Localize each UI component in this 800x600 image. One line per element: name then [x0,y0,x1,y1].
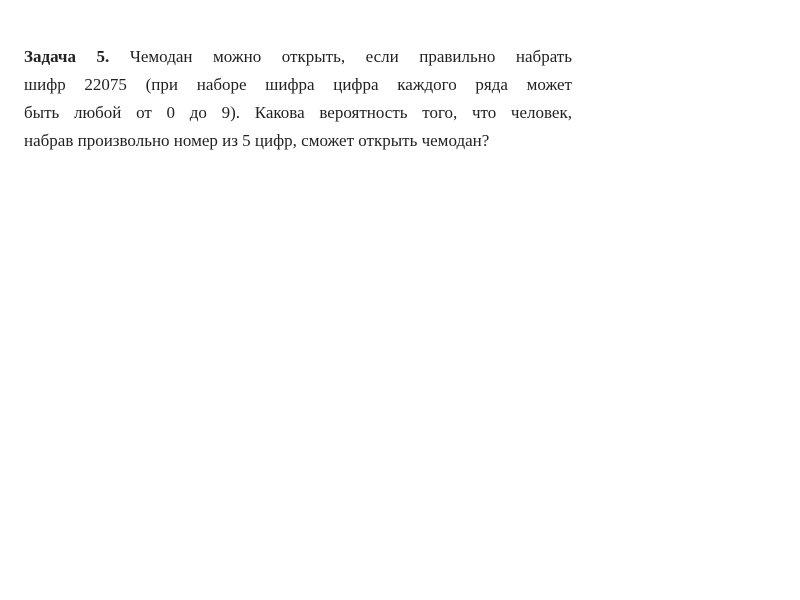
problem-line-1 [24,43,572,71]
problem-line-4: набрав произвольно номер из 5 цифр, сможет открыть чемодан? [24,131,490,150]
problem-line-1-text: Чемодан можно открыть, если правильно набрать [129,47,572,66]
problem-label: Задача 5. [24,47,110,66]
problem-text [24,43,572,155]
problem-line-2: шифр 22075 (при наборе шифра цифра каждого ряда может [24,75,572,94]
problem-line-3: быть любой от 0 до 9). Какова вероятность того, что человек, [24,103,572,122]
